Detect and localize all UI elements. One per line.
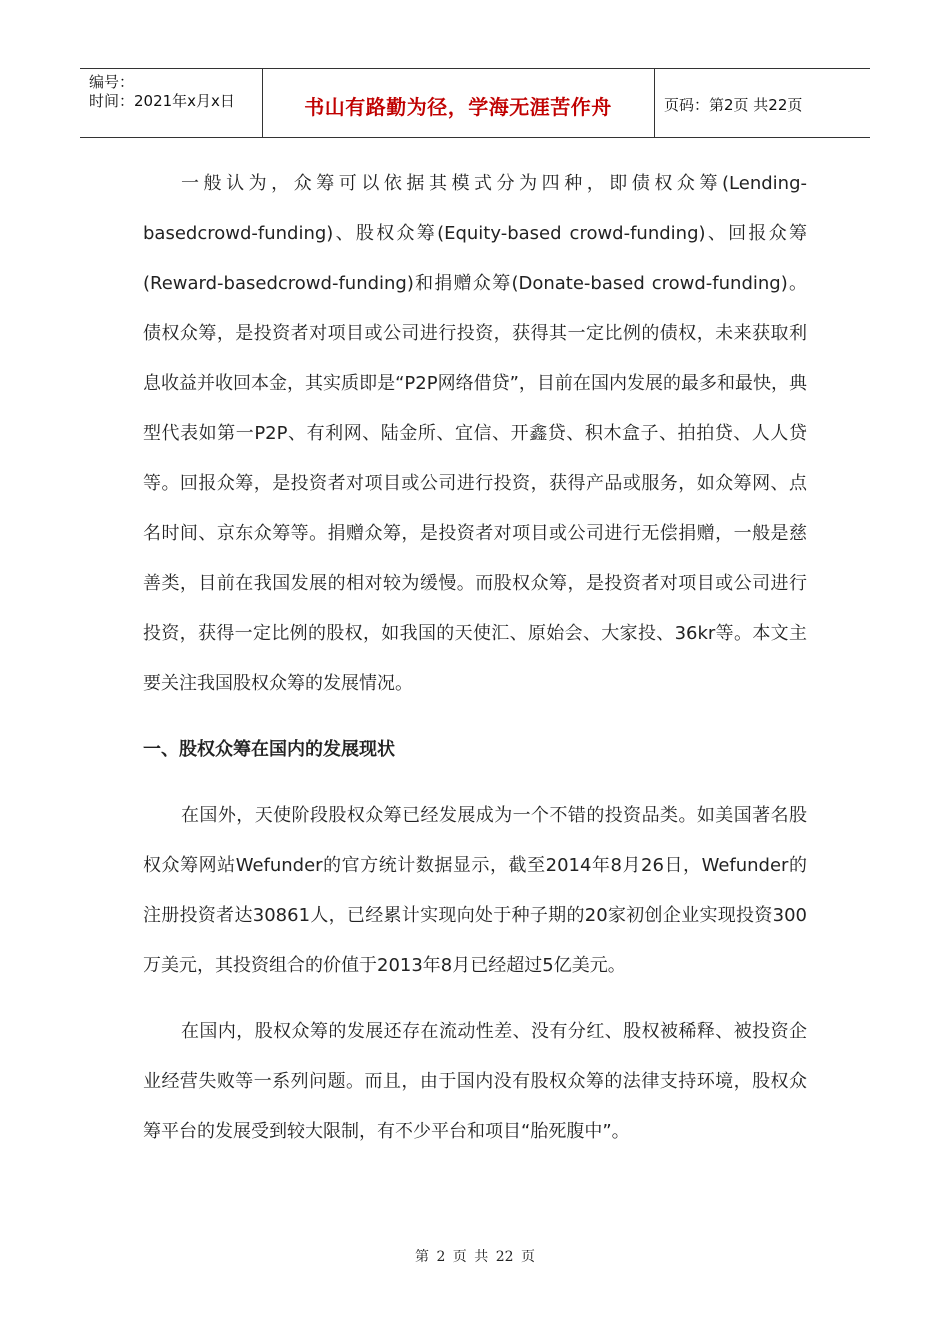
header-meta-cell: [80, 69, 263, 137]
header-page-info: 页码：第2页 共22页: [664, 96, 803, 114]
body-paragraph: 在国外，天使阶段股权众筹已经发展成为一个不错的投资品类。如美国著名股权众筹网站Wefunder的官方统计数据显示，截至2014年8月26日，Wefunder的注册投资者达30861人，已经累计实现向处于种子期的20家初创企业实现投资300万美元，其投资组合的价值于2013年8月已经超过5亿美元。: [143, 805, 807, 976]
header-motto: 书山有路勤为径，学海无涯苦作舟: [304, 95, 612, 119]
document-number-label: 编号：: [89, 73, 135, 91]
document-header: [80, 68, 870, 138]
header-page-cell: [654, 69, 870, 137]
header-motto-cell: [262, 69, 655, 137]
paragraph-gap: [143, 775, 807, 791]
page-footer: 第 2 页 共 22 页: [415, 1249, 535, 1265]
document-time-label: 时间：2021年x月x日: [89, 92, 235, 110]
document-body: [143, 159, 807, 1157]
body-paragraph: 在国内，股权众筹的发展还存在流动性差、没有分红、股权被稀释、被投资企业经营失败等一系列问题。而且，由于国内没有股权众筹的法律支持环境，股权众筹平台的发展受到较大限制，有不少平台和项目“胎死腹中”。: [143, 1021, 807, 1142]
body-paragraph: 一般认为，众筹可以依据其模式分为四种，即债权众筹(Lending-basedcrowd-funding)、股权众筹(Equity-based crowd-funding)、回报众筹(Reward-basedcrowd-funding)和捐赠众筹(Donate-based crowd-funding)。债权众筹，是投资者对项目或公司进行投资，获得其一定比例的债权，未来获取利息收益并收回本金，其实质即是“P2P网络借贷”，目前在国内发展的最多和最快，典型代表如第一P2P、有利网、陆金所、宜信、开鑫贷、积木盒子、拍拍贷、人人贷等。回报众筹，是投资者对项目或公司进行投资，获得产品或服务，如众筹网、点名时间、京东众筹等。捐赠众筹，是投资者对项目或公司进行无偿捐赠，一般是慈善类，目前在我国发展的相对较为缓慢。而股权众筹，是投资者对项目或公司进行投资，获得一定比例的股权，如我国的天使汇、原始会、大家投、36kr等。本文主要关注我国股权众筹的发展情况。: [143, 173, 807, 694]
paragraph-gap: [143, 709, 807, 725]
paragraph-gap: [143, 991, 807, 1007]
section-heading: 一、股权众筹在国内的发展现状: [143, 739, 395, 760]
